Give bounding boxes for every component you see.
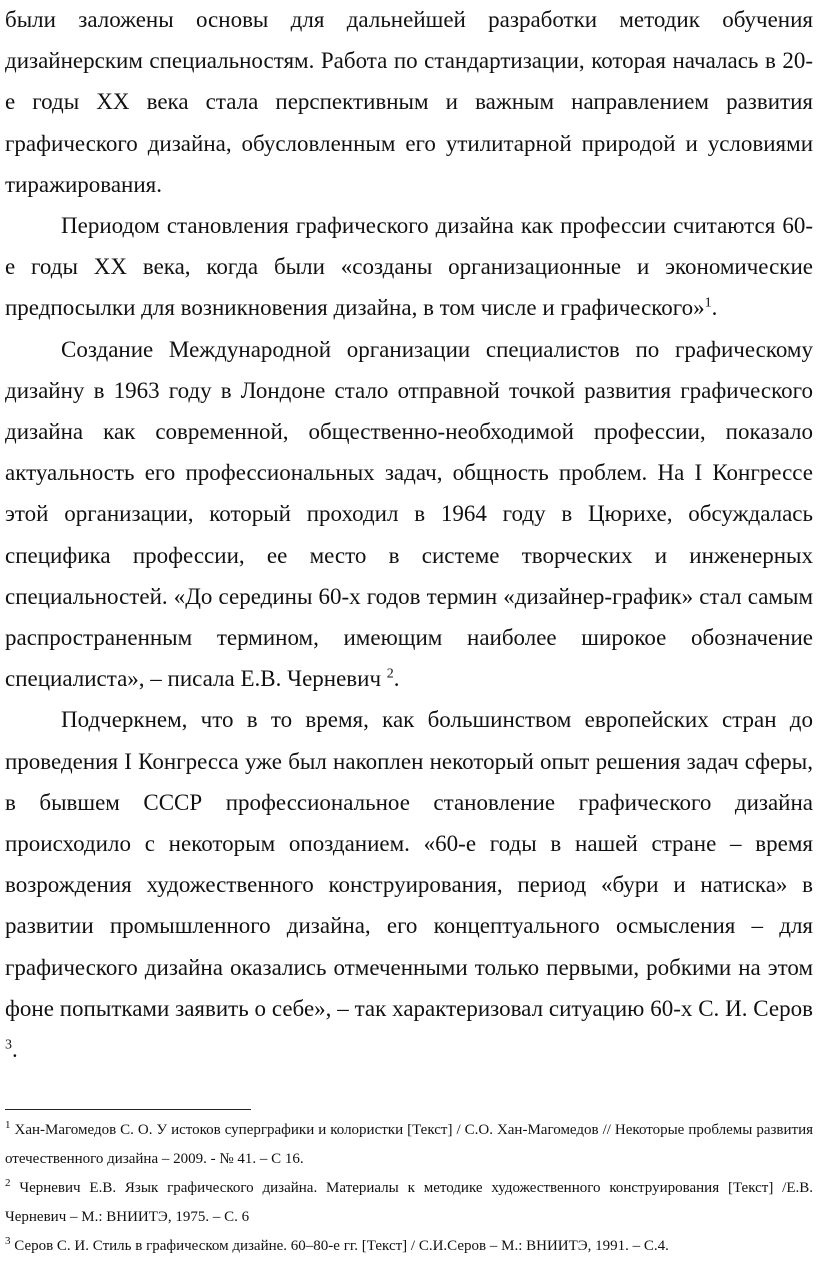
paragraph-1-text: были заложены основы для дальнейшей разработки методик обучения дизайнерским специальностям. Работа по стандартизации, которая началась в 20-е годы XX века стала перспективным и важным направлением развития графического дизайна, обусловленным его утилитарной природой и условиями тиражирования. <box>5 7 813 197</box>
footnote-3-text: Серов С. И. Стиль в графическом дизайне. 60–80-е гг. [Текст] / С.И.Серов – М.: ВНИИТЭ, 1991. – С.4. <box>10 1238 669 1254</box>
paragraph-3-tail: . <box>393 666 400 692</box>
paragraph-2-tail: . <box>711 295 718 321</box>
footnote-1-mark: 1 <box>5 1119 11 1131</box>
paragraph-4 <box>5 699 813 1070</box>
paragraph-2-text: Периодом становления графического дизайна как профессии считаются 60-е годы XX века, когда были «созданы организационные и экономические предпосылки для возникновения дизайна, в том числе и графического» <box>5 213 813 321</box>
footnote-2-mark: 2 <box>5 1177 11 1189</box>
paragraph-3-text: Создание Международной организации специалистов по графическому дизайну в 1963 году в Лондоне стало отправной точкой развития графического дизайна как современной, общественно-необходимой профессии, показало актуальность его профессиональных задач, общность проблем. На I Конгрессе этой организации, который проходил в 1964 году в Цюрихе, обсуждалась специфика профессии, ее место в системе творческих и инженерных специальностей. «До середины 60-х годов термин «дизайнер-график» стал самым распространенным термином, имеющим наиболее широкое обозначение специалиста», – писала Е.В. Черневич <box>5 336 813 692</box>
document-body <box>5 0 813 1070</box>
paragraph-4-tail: . <box>12 1037 18 1063</box>
paragraph-2 <box>5 205 813 329</box>
footnote-2-text: Черневич Е.В. Язык графического дизайна. Материалы к методике художественного конструирования [Текст] /Е.В. Черневич – М.: ВНИИТЭ, 1975. – С. 6 <box>5 1180 813 1225</box>
paragraph-4-text: Подчеркнем, что в то время, как большинством европейских стран до проведения I Конгресса уже был накоплен некоторый опыт решения задач сферы, в бывшем СССР профессиональное становление графического дизайна происходило с некоторым опозданием. «60-е годы в нашей стране – время возрождения художественного конструирования, период «бури и натиска» в развитии промышленного дизайна, его концептуального осмысления – для графического дизайна оказались отмеченными только первыми, робкими на этом фоне попытками заявить о себе», – так характеризовал ситуацию 60-х С. И. Серов <box>5 707 813 1021</box>
footnote-3-mark: 3 <box>5 1235 11 1247</box>
footnote-separator <box>5 1109 251 1110</box>
footnotes <box>5 1116 813 1261</box>
paragraph-3 <box>5 329 813 700</box>
paragraph-1 <box>5 0 813 205</box>
footnote-ref-3[interactable]: 3 <box>5 1037 12 1053</box>
footnote-ref-2[interactable]: 2 <box>386 666 394 682</box>
footnote-3 <box>5 1232 813 1261</box>
footnote-1 <box>5 1116 813 1174</box>
footnote-ref-1[interactable]: 1 <box>704 295 712 311</box>
footnote-1-text: Хан-Магомедов С. О. У истоков суперграфики и колористки [Текст] / С.О. Хан-Магомедов // Некоторые проблемы развития отечественного дизайна – 2009. - № 41. – С 16. <box>5 1122 813 1167</box>
footnote-2 <box>5 1174 813 1232</box>
